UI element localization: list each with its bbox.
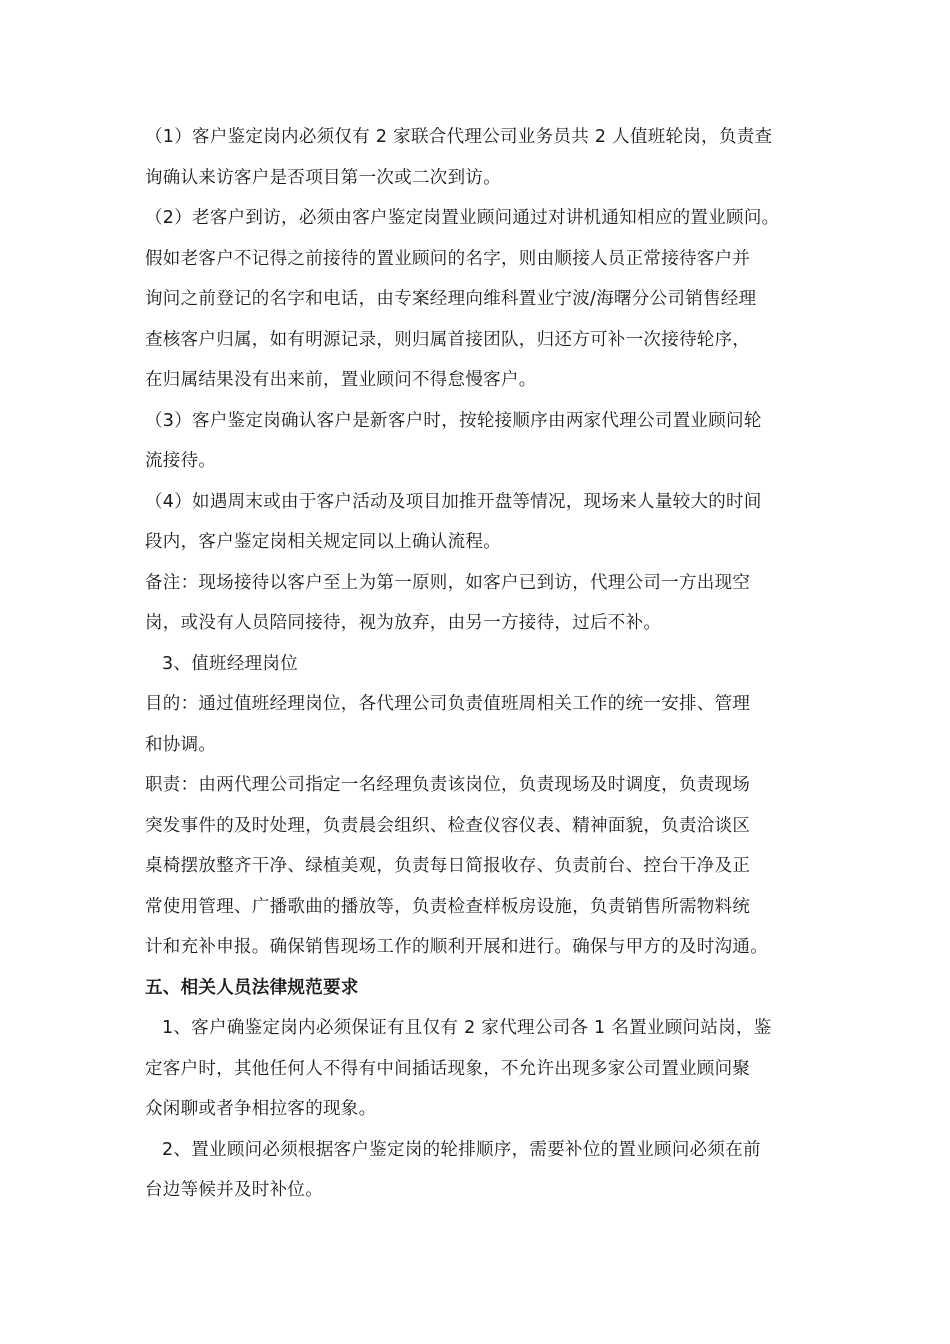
paragraph-3-line-1: （3）客户鉴定岗确认客户是新客户时，按轮接顺序由两家代理公司置业顾问轮 <box>145 410 762 431</box>
rule-1-line-3: 众闲聊或者争相拉客的现象。 <box>145 1099 377 1119</box>
duties-line-4: 常使用管理、广播歌曲的播放等，负责检查样板房设施，负责销售所需物料统 <box>145 896 751 917</box>
duties-line-1: 职责：由两代理公司指定一名经理负责该岗位，负责现场及时调度，负责现场 <box>145 775 751 795</box>
duties-line-3: 桌椅摆放整齐干净、绿植美观，负责每日简报收存、负责前台、控台干净及正 <box>145 856 751 876</box>
rule-1-line-2: 定客户时，其他任何人不得有中间插话现象，不允许出现多家公司置业顾问聚 <box>145 1058 751 1079</box>
section-heading-duty-manager: 3、值班经理岗位 <box>162 653 299 674</box>
rule-2-line-1: 2、置业顾问必须根据客户鉴定岗的轮排顺序，需要补位的置业顾问必须在前 <box>162 1139 761 1160</box>
paragraph-1-line-2: 询确认来访客户是否项目第一次或二次到访。 <box>145 167 501 188</box>
paragraph-2-line-2: 假如老客户不记得之前接待的置业顾问的名字，则由顺接人员正常接待客户并 <box>145 248 751 269</box>
purpose-line-2: 和协调。 <box>145 734 217 755</box>
rule-1-line-1: 1、客户确鉴定岗内必须保证有且仅有 2 家代理公司各 1 名置业顾问站岗，鉴 <box>162 1018 772 1038</box>
paragraph-1-line-1: （1）客户鉴定岗内必须仅有 2 家联合代理公司业务员共 2 人值班轮岗，负责查 <box>145 127 773 147</box>
duties-line-2: 突发事件的及时处理，负责晨会组织、检查仪容仪表、精神面貌，负责洽谈区 <box>145 815 751 836</box>
paragraph-2-line-5: 在归属结果没有出来前，置业顾问不得怠慢客户。 <box>145 370 537 390</box>
purpose-line-1: 目的：通过值班经理岗位，各代理公司负责值班周相关工作的统一安排、管理 <box>145 694 751 714</box>
paragraph-4-line-2: 段内，客户鉴定岗相关规定同以上确认流程。 <box>145 532 501 552</box>
paragraph-2-line-4: 查核客户归属，如有明源记录，则归属首接团队，归还方可补一次接待轮序， <box>145 329 751 350</box>
paragraph-3-line-2: 流接待。 <box>145 451 217 471</box>
document-body <box>145 117 810 1211</box>
rule-2-line-2: 台边等候并及时补位。 <box>145 1180 323 1200</box>
note-line-2: 岗，或没有人员陪同接待，视为放弃，由另一方接待，过后不补。 <box>145 613 662 633</box>
paragraph-2-line-1: （2）老客户到访，必须由客户鉴定岗置业顾问通过对讲机通知相应的置业顾问。 <box>145 208 780 228</box>
chapter-heading-legal-requirements: 五、相关人员法律规范要求 <box>145 977 359 998</box>
duties-line-5: 计和充补申报。确保销售现场工作的顺利开展和进行。确保与甲方的及时沟通。 <box>145 937 768 957</box>
note-line-1: 备注：现场接待以客户至上为第一原则，如客户已到访，代理公司一方出现空 <box>145 572 751 593</box>
paragraph-2-line-3: 询问之前登记的名字和电话，由专案经理向维科置业宁波/海曙分公司销售经理 <box>145 289 757 309</box>
paragraph-4-line-1: （4）如遇周末或由于客户活动及项目加推开盘等情况，现场来人量较大的时间 <box>145 491 762 512</box>
